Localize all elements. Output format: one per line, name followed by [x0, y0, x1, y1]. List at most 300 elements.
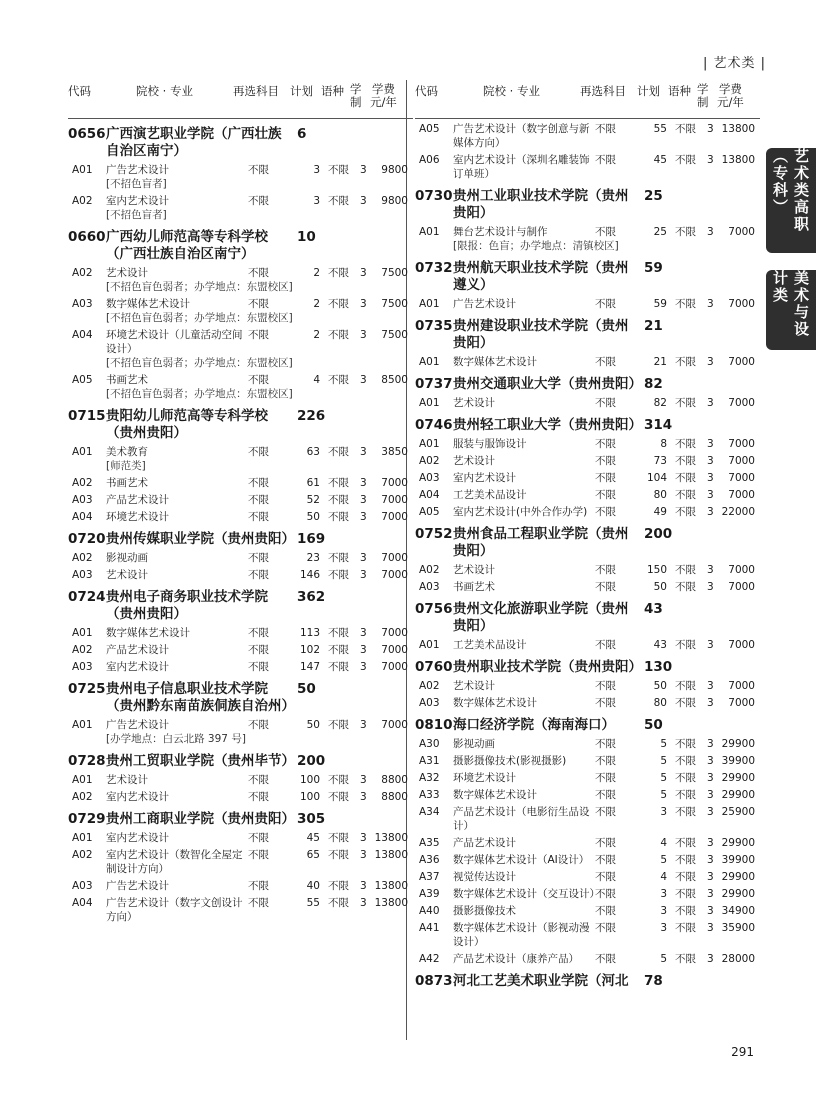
major-name: 广告艺术设计（数字文创设计方向） [106, 897, 243, 923]
major-fee: 7000 [381, 494, 408, 506]
school-name: 贵州轻工职业大学（贵州贵阳） [453, 417, 642, 433]
major-fee: 8800 [381, 774, 408, 786]
major-note: [限报：色盲；办学地点：清镇校区] [453, 240, 619, 252]
major-fee: 25900 [721, 806, 755, 818]
header-duration: 学 制 [697, 82, 709, 109]
major-name: 产品艺术设计 [453, 837, 516, 849]
school-name: 贵州传媒职业学院（贵州贵阳） [106, 531, 295, 547]
major-name: 产品艺术设计（康养产品） [453, 953, 579, 965]
major-req: 不限 [248, 832, 269, 844]
major-code: A02 [419, 455, 440, 467]
header-code: 代码 [68, 84, 91, 98]
major-name: 艺术设计 [453, 680, 495, 692]
major-duration: 3 [360, 897, 367, 909]
major-code: A02 [72, 195, 93, 207]
major-req: 不限 [595, 806, 616, 818]
school-plan: 169 [297, 531, 326, 547]
major-duration: 3 [360, 774, 367, 786]
major-duration: 3 [707, 506, 714, 518]
major-row [68, 194, 413, 208]
major-duration: 3 [360, 719, 367, 731]
major-fee: 7000 [728, 564, 755, 576]
major-lang: 不限 [328, 627, 349, 639]
major-plan: 65 [306, 849, 320, 861]
major-row [68, 328, 413, 356]
school-code: 0715 [68, 408, 106, 424]
major-code: A06 [419, 154, 440, 166]
major-fee: 8500 [381, 374, 408, 386]
major-code: A39 [419, 888, 440, 900]
major-code: A02 [72, 267, 93, 279]
school-code: 0756 [415, 601, 453, 617]
major-duration: 3 [707, 922, 714, 934]
major-name: 广告艺术设计 [106, 880, 169, 892]
school-name: 贵州食品工程职业学院（贵州贵阳） [453, 526, 629, 559]
major-req: 不限 [248, 644, 269, 656]
major-plan: 100 [299, 791, 320, 803]
major-row [415, 887, 760, 901]
major-lang: 不限 [675, 472, 696, 484]
left-listing [68, 126, 413, 924]
major-plan: 43 [653, 639, 667, 651]
page-number: 291 [731, 1045, 754, 1059]
major-plan: 50 [306, 511, 320, 523]
major-name: 数字媒体艺术设计 [106, 627, 190, 639]
major-name: 室内艺术设计 [106, 661, 169, 673]
major-duration: 3 [707, 871, 714, 883]
major-lang: 不限 [675, 888, 696, 900]
major-fee: 9800 [381, 195, 408, 207]
major-req: 不限 [248, 880, 269, 892]
school-plan: 78 [644, 973, 663, 989]
major-lang: 不限 [675, 772, 696, 784]
school-plan: 130 [644, 659, 673, 675]
school-plan: 200 [644, 526, 673, 542]
major-duration: 3 [360, 644, 367, 656]
major-lang: 不限 [675, 397, 696, 409]
major-duration: 3 [707, 472, 714, 484]
major-row [68, 718, 413, 732]
major-code: A02 [72, 791, 93, 803]
major-row [68, 790, 413, 804]
major-code: A02 [72, 477, 93, 489]
school-plan: 50 [644, 717, 663, 733]
major-row [68, 445, 413, 459]
major-row [68, 660, 413, 674]
major-duration: 3 [360, 627, 367, 639]
major-req: 不限 [595, 905, 616, 917]
major-lang: 不限 [675, 738, 696, 750]
school-code: 0725 [68, 681, 106, 697]
major-req: 不限 [248, 298, 269, 310]
major-duration: 3 [707, 123, 714, 135]
school-plan: 43 [644, 601, 663, 617]
major-fee: 29900 [721, 888, 755, 900]
major-code: A32 [419, 772, 440, 784]
major-lang: 不限 [675, 506, 696, 518]
major-code: A03 [419, 472, 440, 484]
school-name: 河北工艺美术职业学院（河北 [453, 973, 629, 989]
major-code: A01 [72, 627, 93, 639]
major-name: 美术教育 [106, 446, 148, 458]
header-plan: 计划 [290, 84, 313, 98]
major-req: 不限 [595, 154, 616, 166]
major-code: A01 [72, 832, 93, 844]
major-duration: 3 [707, 905, 714, 917]
school-name: 贵州工商职业学院（贵州贵阳） [106, 811, 295, 827]
major-req: 不限 [595, 772, 616, 784]
major-row [68, 848, 413, 876]
major-plan: 50 [653, 581, 667, 593]
major-req: 不限 [595, 298, 616, 310]
major-fee: 13800 [374, 880, 408, 892]
school-plan: 362 [297, 589, 326, 605]
major-code: A02 [419, 564, 440, 576]
major-name: 艺术设计 [106, 774, 148, 786]
major-req: 不限 [248, 791, 269, 803]
major-req: 不限 [595, 472, 616, 484]
major-duration: 3 [707, 226, 714, 238]
major-fee: 28000 [721, 953, 755, 965]
major-duration: 3 [360, 832, 367, 844]
major-plan: 63 [306, 446, 320, 458]
school-row [415, 973, 760, 990]
major-plan: 2 [313, 267, 320, 279]
school-row [68, 126, 413, 160]
major-req: 不限 [595, 697, 616, 709]
major-code: A35 [419, 837, 440, 849]
school-plan: 6 [297, 126, 307, 142]
major-req: 不限 [595, 871, 616, 883]
school-name: 贵州工贸职业学院（贵州毕节） [106, 753, 295, 769]
major-fee: 13800 [374, 849, 408, 861]
major-plan: 40 [306, 880, 320, 892]
major-fee: 7000 [728, 697, 755, 709]
major-plan: 5 [660, 854, 667, 866]
major-row [415, 853, 760, 867]
major-code: A03 [72, 494, 93, 506]
major-fee: 7000 [381, 511, 408, 523]
major-code: A03 [72, 298, 93, 310]
school-name: 贵州交通职业大学（贵州贵阳） [453, 376, 642, 392]
major-fee: 7000 [728, 397, 755, 409]
major-name: 数字媒体艺术设计 [106, 298, 190, 310]
major-row [415, 505, 760, 519]
school-row [68, 589, 413, 623]
major-row [415, 396, 760, 410]
major-name: 室内艺术设计（深圳名雕装饰订单班） [453, 154, 590, 180]
major-lang: 不限 [675, 226, 696, 238]
major-req: 不限 [248, 267, 269, 279]
major-row [415, 563, 760, 577]
major-name: 数字媒体艺术设计 [453, 356, 537, 368]
major-req: 不限 [248, 849, 269, 861]
major-row [415, 870, 760, 884]
major-code: A36 [419, 854, 440, 866]
school-plan: 50 [297, 681, 316, 697]
major-lang: 不限 [328, 552, 349, 564]
major-row [415, 696, 760, 710]
major-row [68, 626, 413, 640]
major-lang: 不限 [328, 791, 349, 803]
major-code: A01 [72, 164, 93, 176]
major-plan: 147 [299, 661, 320, 673]
major-row [415, 297, 760, 311]
major-name: 艺术设计 [453, 564, 495, 576]
major-duration: 3 [707, 397, 714, 409]
major-duration: 3 [360, 267, 367, 279]
major-name: 广告艺术设计（数字创意与新媒体方向） [453, 123, 590, 149]
major-lang: 不限 [675, 697, 696, 709]
major-plan: 52 [306, 494, 320, 506]
major-req: 不限 [595, 854, 616, 866]
major-fee: 7000 [728, 438, 755, 450]
major-duration: 3 [707, 806, 714, 818]
school-code: 0730 [415, 188, 453, 204]
major-row [415, 952, 760, 966]
major-duration: 3 [360, 569, 367, 581]
major-lang: 不限 [328, 511, 349, 523]
header-lang: 语种 [668, 84, 691, 98]
major-fee: 7000 [728, 455, 755, 467]
major-fee: 13800 [374, 832, 408, 844]
major-plan: 2 [313, 329, 320, 341]
major-name: 数字媒体艺术设计（交互设计） [453, 888, 600, 900]
major-fee: 3850 [381, 446, 408, 458]
major-duration: 3 [360, 661, 367, 673]
major-plan: 102 [299, 644, 320, 656]
major-duration: 3 [360, 329, 367, 341]
major-row [415, 754, 760, 768]
school-code: 0873 [415, 973, 453, 989]
major-name: 影视动画 [106, 552, 148, 564]
major-lang: 不限 [675, 953, 696, 965]
major-row [415, 454, 760, 468]
header-req: 再选科目 [233, 84, 279, 98]
major-duration: 3 [707, 888, 714, 900]
column-header [415, 80, 760, 119]
major-code: A01 [419, 397, 440, 409]
major-name: 视觉传达设计 [453, 871, 516, 883]
major-row [415, 737, 760, 751]
school-plan: 305 [297, 811, 326, 827]
major-name: 室内艺术设计 [106, 832, 169, 844]
major-plan: 3 [660, 806, 667, 818]
major-fee: 7500 [381, 298, 408, 310]
school-code: 0660 [68, 229, 106, 245]
major-duration: 3 [707, 581, 714, 593]
major-row [415, 904, 760, 918]
major-code: A31 [419, 755, 440, 767]
major-lang: 不限 [328, 774, 349, 786]
major-lang: 不限 [675, 438, 696, 450]
major-req: 不限 [595, 226, 616, 238]
major-fee: 7500 [381, 267, 408, 279]
major-plan: 80 [653, 489, 667, 501]
major-fee: 7000 [381, 719, 408, 731]
school-row [68, 229, 413, 263]
major-code: A03 [419, 697, 440, 709]
header-name: 院校 · 专业 [483, 84, 540, 98]
major-row [68, 493, 413, 507]
major-code: A04 [72, 329, 93, 341]
major-name: 产品艺术设计 [106, 494, 169, 506]
major-plan: 45 [653, 154, 667, 166]
major-duration: 3 [707, 953, 714, 965]
major-name: 艺术设计 [106, 569, 148, 581]
major-plan: 3 [313, 164, 320, 176]
major-code: A30 [419, 738, 440, 750]
major-lang: 不限 [675, 854, 696, 866]
category-header: | 艺术类 | [702, 56, 766, 71]
major-duration: 3 [707, 755, 714, 767]
major-code: A05 [419, 123, 440, 135]
major-row [415, 805, 760, 833]
major-req: 不限 [595, 489, 616, 501]
major-fee: 29900 [721, 837, 755, 849]
major-duration: 3 [707, 438, 714, 450]
major-code: A03 [72, 661, 93, 673]
major-name: 室内艺术设计（数智化全屋定制设计方向） [106, 849, 243, 875]
major-lang: 不限 [328, 569, 349, 581]
column-header [68, 80, 413, 119]
major-plan: 5 [660, 789, 667, 801]
major-req: 不限 [248, 627, 269, 639]
major-row [68, 551, 413, 565]
major-row [68, 896, 413, 924]
major-duration: 3 [707, 298, 714, 310]
school-code: 0732 [415, 260, 453, 276]
major-req: 不限 [595, 123, 616, 135]
major-plan: 80 [653, 697, 667, 709]
major-code: A03 [419, 581, 440, 593]
major-fee: 39900 [721, 854, 755, 866]
right-column [415, 80, 760, 990]
major-name: 广告艺术设计 [106, 164, 169, 176]
major-duration: 3 [360, 298, 367, 310]
major-code: A04 [72, 897, 93, 909]
major-duration: 3 [360, 164, 367, 176]
major-duration: 3 [360, 880, 367, 892]
major-fee: 7000 [381, 661, 408, 673]
major-duration: 3 [360, 494, 367, 506]
major-req: 不限 [595, 356, 616, 368]
major-row [68, 297, 413, 311]
major-code: A02 [72, 849, 93, 861]
major-plan: 2 [313, 298, 320, 310]
major-req: 不限 [248, 164, 269, 176]
major-code: A34 [419, 806, 440, 818]
major-fee: 22000 [721, 506, 755, 518]
major-fee: 7000 [728, 356, 755, 368]
major-req: 不限 [248, 511, 269, 523]
school-code: 0735 [415, 318, 453, 334]
major-fee: 9800 [381, 164, 408, 176]
major-lang: 不限 [675, 680, 696, 692]
school-row [68, 531, 413, 548]
school-name: 贵州电子信息职业技术学院（贵州黔东南苗族侗族自治州） [106, 681, 295, 714]
major-duration: 3 [360, 849, 367, 861]
major-req: 不限 [595, 564, 616, 576]
major-row [68, 476, 413, 490]
major-req: 不限 [248, 494, 269, 506]
major-duration: 3 [707, 697, 714, 709]
major-req: 不限 [595, 888, 616, 900]
major-lang: 不限 [328, 719, 349, 731]
major-duration: 3 [360, 195, 367, 207]
header-plan: 计划 [637, 84, 660, 98]
major-row [415, 836, 760, 850]
major-lang: 不限 [328, 329, 349, 341]
major-name: 服装与服饰设计 [453, 438, 527, 450]
major-req: 不限 [248, 569, 269, 581]
major-plan: 8 [660, 438, 667, 450]
major-plan: 59 [653, 298, 667, 310]
major-fee: 8800 [381, 791, 408, 803]
school-row [68, 408, 413, 442]
major-req: 不限 [595, 789, 616, 801]
major-lang: 不限 [675, 356, 696, 368]
major-lang: 不限 [328, 477, 349, 489]
major-code: A01 [72, 774, 93, 786]
major-code: A01 [419, 298, 440, 310]
major-plan: 3 [660, 888, 667, 900]
major-lang: 不限 [675, 755, 696, 767]
major-plan: 23 [306, 552, 320, 564]
major-lang: 不限 [328, 897, 349, 909]
school-plan: 82 [644, 376, 663, 392]
major-code: A01 [419, 438, 440, 450]
major-lang: 不限 [328, 374, 349, 386]
major-code: A37 [419, 871, 440, 883]
major-lang: 不限 [328, 849, 349, 861]
major-lang: 不限 [675, 564, 696, 576]
major-req: 不限 [248, 329, 269, 341]
school-name: 贵阳幼儿师范高等专科学校（贵州贵阳） [106, 408, 268, 441]
major-fee: 7000 [381, 477, 408, 489]
major-lang: 不限 [328, 494, 349, 506]
major-req: 不限 [595, 455, 616, 467]
major-plan: 5 [660, 953, 667, 965]
major-req: 不限 [248, 374, 269, 386]
major-code: A42 [419, 953, 440, 965]
major-code: A02 [72, 644, 93, 656]
major-row [415, 225, 760, 239]
major-plan: 50 [653, 680, 667, 692]
major-plan: 50 [306, 719, 320, 731]
school-name: 广西演艺职业学院（广西壮族自治区南宁） [106, 126, 282, 159]
major-fee: 39900 [721, 755, 755, 767]
major-name: 数字媒体艺术设计（AI设计） [453, 854, 590, 866]
major-row [415, 355, 760, 369]
major-plan: 4 [660, 871, 667, 883]
major-note: [师范类] [106, 460, 146, 472]
major-row [415, 488, 760, 502]
major-fee: 13800 [374, 897, 408, 909]
major-plan: 4 [660, 837, 667, 849]
major-lang: 不限 [675, 639, 696, 651]
major-req: 不限 [595, 680, 616, 692]
major-name: 艺术设计 [453, 397, 495, 409]
major-lang: 不限 [675, 123, 696, 135]
major-name: 产品艺术设计（电影衍生品设计） [453, 806, 590, 832]
major-req: 不限 [248, 195, 269, 207]
major-lang: 不限 [675, 922, 696, 934]
major-name: 广告艺术设计 [106, 719, 169, 731]
major-name: 数字媒体艺术设计 [453, 697, 537, 709]
major-name: 环境艺术设计 [106, 511, 169, 523]
major-name: 广告艺术设计 [453, 298, 516, 310]
